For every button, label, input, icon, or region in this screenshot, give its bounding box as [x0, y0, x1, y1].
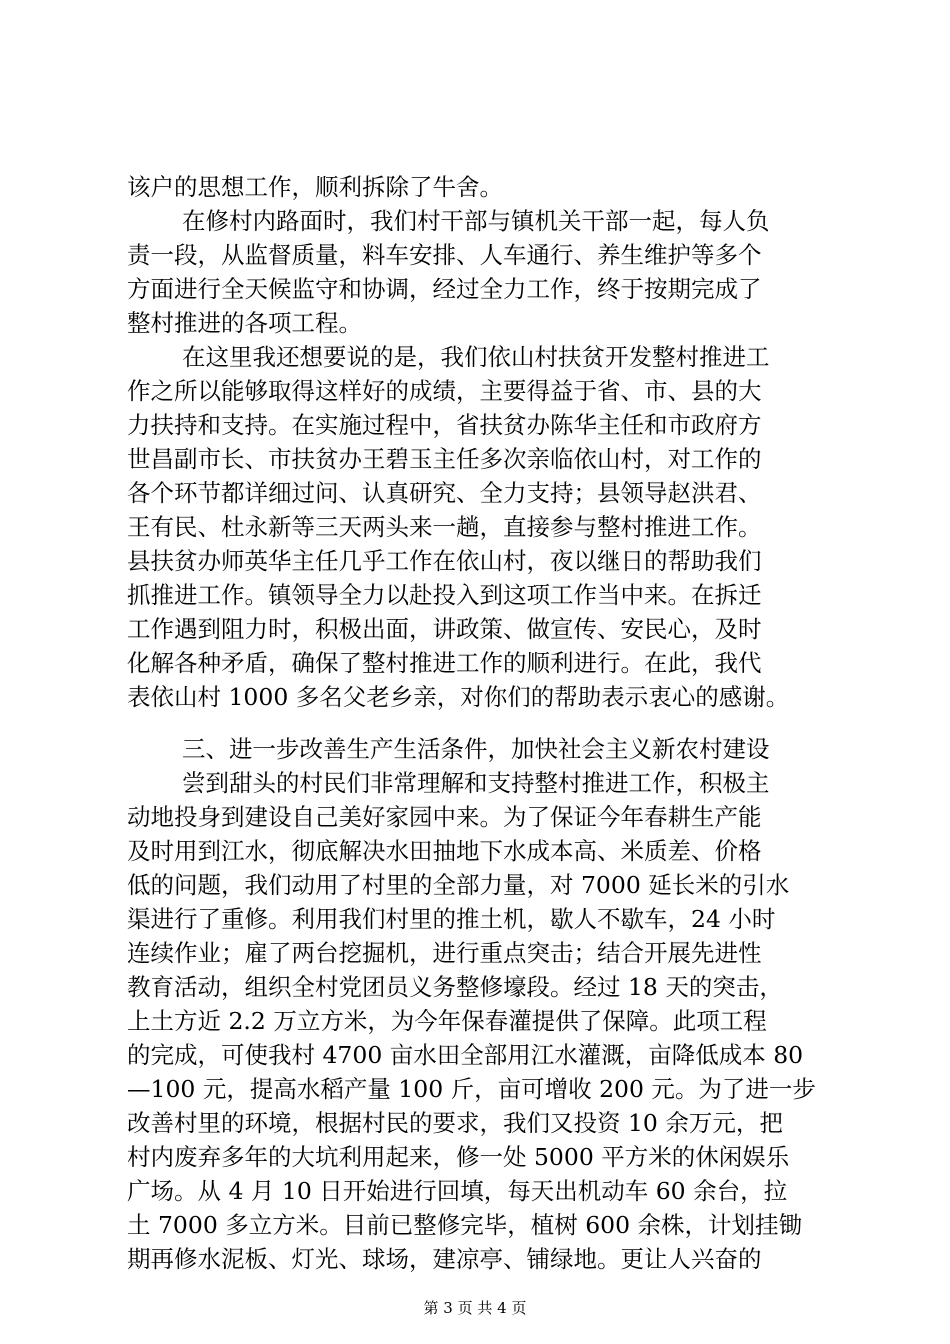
paragraph-line: 低的问题，我们动用了村里的全部力量，对 7000 延长米的引水 [127, 871, 790, 899]
paragraph-line: 改善村里的环境，根据村民的要求，我们又投资 10 余万元，把 [127, 1109, 783, 1137]
paragraph-line: 在这里我还想要说的是，我们依山村扶贫开发整村推进工 [182, 343, 770, 371]
paragraph-line: 整村推进的各项工程。 [127, 309, 362, 337]
paragraph-line: 作之所以能够取得这样好的成绩，主要得益于省、市、县的大 [127, 377, 762, 405]
paragraph-line: 方面进行全天候监守和协调，经过全力工作，终于按期完成了 [127, 275, 762, 303]
paragraph-line: 动地投身到建设自己美好家园中来。为了保证今年春耕生产能 [127, 803, 762, 831]
paragraph-line: 王有民、杜永新等三天两头来一趟，直接参与整村推进工作。 [127, 513, 762, 541]
paragraph-line: 期再修水泥板、灯光、球场，建凉亭、铺绿地。更让人兴奋的 [127, 1245, 762, 1273]
paragraph-line: 力扶持和支持。在实施过程中，省扶贫办陈华主任和市政府方 [127, 411, 762, 439]
paragraph-line: 抓推进工作。镇领导全力以赴投入到这项工作当中来。在拆迁 [127, 581, 762, 609]
paragraph-line: 化解各种矛盾，确保了整村推进工作的顺利进行。在此，我代 [127, 649, 762, 677]
paragraph-line: 县扶贫办师英华主任几乎工作在依山村，夜以继日的帮助我们 [127, 547, 762, 575]
paragraph-line: 世昌副市长、市扶贫办王碧玉主任多次亲临依山村，对工作的 [127, 445, 762, 473]
paragraph-line: 表依山村 1000 多名父老乡亲，对你们的帮助表示衷心的感谢。 [127, 683, 790, 711]
paragraph-line: 土 7000 多立方米。目前已整修完毕，植树 600 余株，计划挂锄 [127, 1211, 803, 1239]
paragraph-line: 渠进行了重修。利用我们村里的推土机，歇人不歇车，24 小时 [127, 905, 776, 933]
paragraph-line: 尝到甜头的村民们非常理解和支持整村推进工作，积极主 [182, 769, 770, 797]
paragraph-line: 在修村内路面时，我们村干部与镇机关干部一起，每人负 [182, 207, 770, 235]
paragraph-line: 责一段，从监督质量，料车安排、人车通行、养生维护等多个 [127, 241, 762, 269]
paragraph-line: 工作遇到阻力时，积极出面，讲政策、做宣传、安民心，及时 [127, 615, 762, 643]
paragraph-line: —100 元，提高水稻产量 100 斤，亩可增收 200 元。为了进一步 [127, 1075, 816, 1103]
paragraph-line: 上土方近 2.2 万立方米，为今年保春灌提供了保障。此项工程 [127, 1007, 767, 1035]
paragraph-line: 村内废弃多年的大坑利用起来，修一处 5000 平方米的休闲娱乐 [127, 1143, 790, 1171]
paragraph-line: 教育活动，组织全村党团员义务整修壕段。经过 18 天的突击， [127, 973, 783, 1001]
paragraph-line: 广场。从 4 月 10 日开始进行回填，每天出机动车 60 余台，拉 [127, 1177, 788, 1205]
paragraph-line: 及时用到江水，彻底解决水田抽地下水成本高、米质差、价格 [127, 837, 762, 865]
section-heading: 三、进一步改善生产生活条件，加快社会主义新农村建设 [182, 735, 770, 763]
paragraph-line: 该户的思想工作，顺利拆除了牛舍。 [127, 173, 503, 201]
paragraph-line: 各个环节都详细过问、认真研究、全力支持；县领导赵洪君、 [127, 479, 762, 507]
paragraph-line: 连续作业；雇了两台挖掘机，进行重点突击；结合开展先进性 [127, 939, 762, 967]
paragraph-line: 的完成，可使我村 4700 亩水田全部用江水灌溉，亩降低成本 80 [127, 1041, 804, 1069]
page-number-footer: 第 3 页 共 4 页 [423, 1299, 527, 1317]
